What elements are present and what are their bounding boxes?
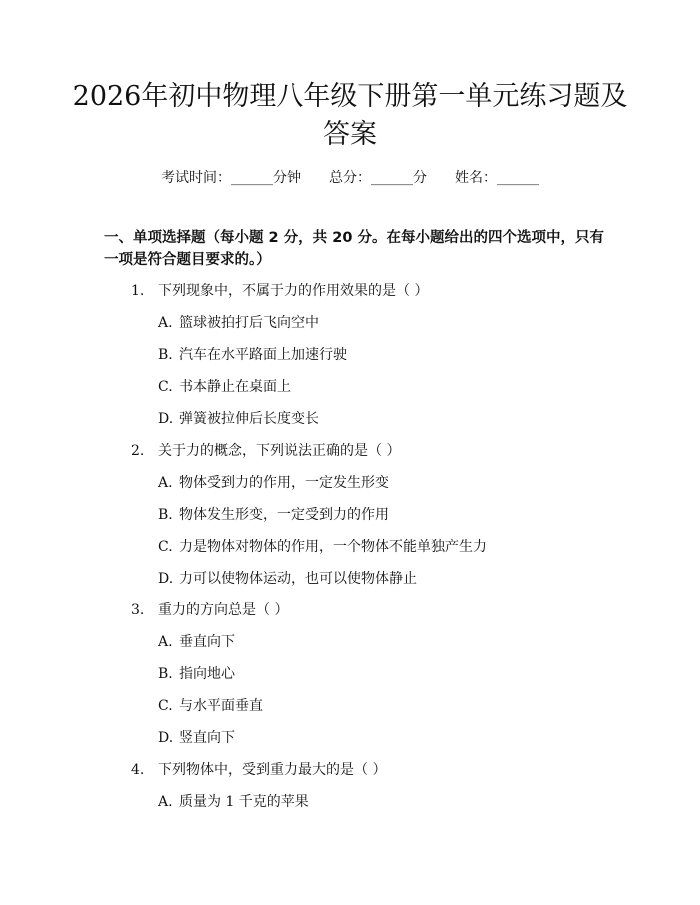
option-text: 指向地心 (179, 666, 235, 682)
option-letter: B. (158, 347, 173, 363)
question-text: 下列物体中，受到重力最大的是（ ） (158, 762, 387, 778)
question-2-option-d (158, 569, 417, 589)
option-text: 篮球被拍打后飞向空中 (179, 315, 319, 331)
student-name-label: 姓名：______ (455, 170, 539, 186)
question-1-option-d (158, 409, 319, 429)
option-letter: C. (158, 698, 173, 714)
question-1-option-c (158, 377, 291, 397)
option-letter: A. (158, 794, 173, 810)
question-text: 关于力的概念，下列说法正确的是（ ） (158, 443, 401, 459)
question-3-option-b (158, 664, 235, 684)
option-letter: A. (158, 634, 173, 650)
question-2-option-b (158, 505, 389, 525)
option-text: 质量为 1 千克的苹果 (179, 794, 309, 810)
question-text: 重力的方向总是（ ） (158, 602, 289, 618)
option-text: 物体受到力的作用，一定发生形变 (179, 475, 389, 491)
question-number: 3. (131, 602, 145, 618)
option-letter: D. (158, 411, 174, 427)
option-letter: B. (158, 666, 173, 682)
option-letter: D. (158, 730, 174, 746)
option-text: 竖直向下 (179, 730, 235, 746)
option-text: 书本静止在桌面上 (179, 379, 291, 395)
total-score-label: 总分：______分 (329, 170, 427, 186)
option-letter: B. (158, 507, 173, 523)
document-title: 2026年初中物理八年级下册第一单元练习题及答案 (72, 81, 628, 150)
question-number: 1. (131, 283, 145, 299)
option-text: 弹簧被拉伸后长度变长 (179, 411, 319, 427)
option-letter: A. (158, 315, 173, 331)
exam-time-label: 考试时间：______分钟 (161, 170, 301, 186)
exam-meta-line (0, 168, 700, 188)
question-3-option-c (158, 696, 263, 716)
question-4-option-a (158, 792, 309, 812)
question-3-option-a (158, 632, 235, 652)
question-number: 2. (131, 443, 145, 459)
question-1-option-b (158, 345, 347, 365)
question-2-option-a (158, 473, 389, 493)
option-text: 与水平面垂直 (179, 698, 263, 714)
question-2-option-c (158, 537, 487, 557)
option-text: 力可以使物体运动，也可以使物体静止 (179, 571, 417, 587)
option-letter: D. (158, 571, 174, 587)
question-4 (131, 760, 386, 780)
option-text: 垂直向下 (179, 634, 235, 650)
option-text: 力是物体对物体的作用，一个物体不能单独产生力 (179, 539, 487, 555)
option-text: 物体发生形变，一定受到力的作用 (179, 507, 389, 523)
question-text: 下列现象中，不属于力的作用效果的是（ ） (158, 283, 429, 299)
question-3 (131, 600, 288, 620)
question-2 (131, 441, 400, 461)
question-3-option-d (158, 728, 235, 748)
option-letter: C. (158, 379, 173, 395)
question-number: 4. (131, 762, 145, 778)
option-letter: C. (158, 539, 173, 555)
section-heading: 一、单项选择题（每小题 2 分，共 20 分。在每小题给出的四个选项中，只有一项是符合题目要求的。） (104, 230, 604, 268)
option-letter: A. (158, 475, 173, 491)
question-1 (131, 281, 428, 301)
option-text: 汽车在水平路面上加速行驶 (179, 347, 347, 363)
question-1-option-a (158, 313, 319, 333)
